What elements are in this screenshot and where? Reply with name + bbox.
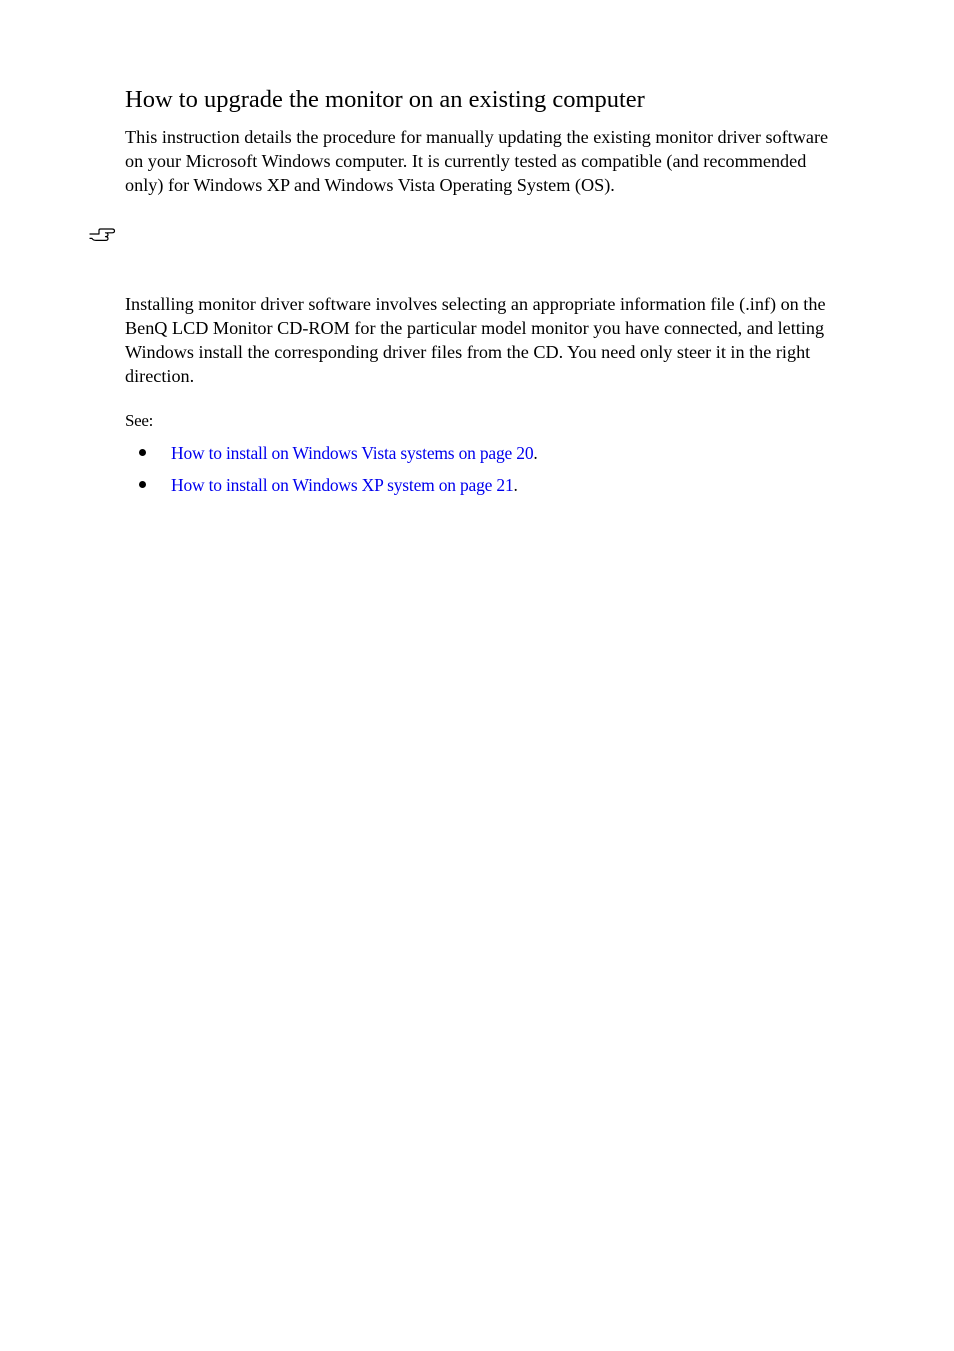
link-suffix: . <box>513 475 518 495</box>
bullet-icon <box>139 449 146 456</box>
section-heading: How to upgrade the monitor on an existing computer <box>125 86 645 113</box>
see-label: See: <box>125 411 154 430</box>
body-line: direction. <box>125 366 195 386</box>
body-line: Installing monitor driver software involves selecting an appropriate information file (.inf) on the <box>125 294 826 314</box>
link-install-xp[interactable] <box>171 473 518 497</box>
intro-line: on your Microsoft Windows computer. It is currently tested as compatible (and recommended <box>125 151 807 171</box>
pointing-hand-icon <box>88 226 118 244</box>
body-line: BenQ LCD Monitor CD-ROM for the particular model monitor you have connected, and letting <box>125 318 825 338</box>
body-line: Windows install the corresponding driver files from the CD. You need only steer it in the right <box>125 342 811 362</box>
intro-line: only) for Windows XP and Windows Vista Operating System (OS). <box>125 175 615 195</box>
link-text[interactable]: How to install on Windows XP system on page 21 <box>171 475 514 495</box>
intro-line: This instruction details the procedure for manually updating the existing monitor driver software <box>125 127 829 147</box>
bullet-icon <box>139 481 146 488</box>
body-paragraph <box>125 292 877 388</box>
link-suffix: . <box>533 443 538 463</box>
link-text[interactable]: How to install on Windows Vista systems on page 20 <box>171 443 534 463</box>
intro-paragraph <box>125 125 877 197</box>
link-install-vista[interactable] <box>171 441 538 465</box>
